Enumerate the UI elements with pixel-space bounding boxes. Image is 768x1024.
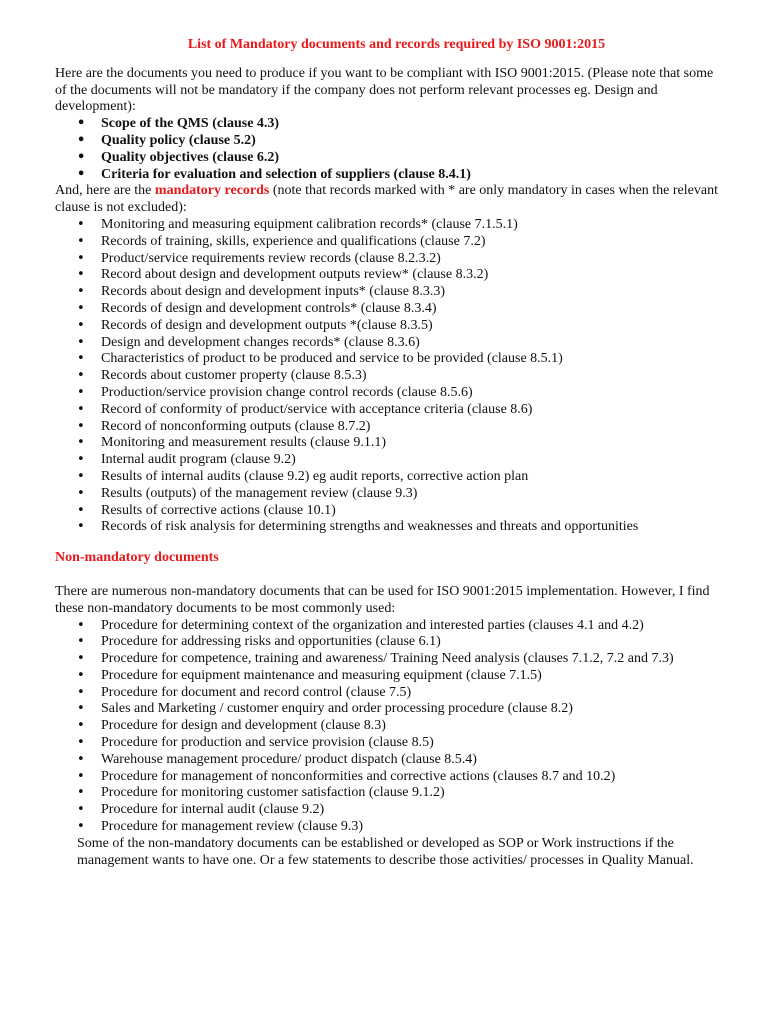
closing-paragraph: Some of the non-mandatory documents can be established or developed as SOP or Work instructions if the management wants to have one. Or a few statements to describe those activities/ processes in Quality Manual. [77, 835, 694, 868]
document-title: List of Mandatory documents and records required by ISO 9001:2015 [187, 37, 606, 52]
mandatory-records-list [55, 217, 728, 536]
non-mandatory-document-item: • Procedure for determining context of the organization and interested parties (clauses 4.1 and 4.2) [55, 618, 728, 635]
mandatory-record-item: • Results of corrective actions (clause 10.1) [55, 503, 728, 520]
non-mandatory-document-item: • Procedure for addressing risks and opportunities (clause 6.1) [55, 634, 728, 651]
mandatory-record-item: • Record about design and development outputs review* (clause 8.3.2) [55, 267, 728, 284]
mandatory-documents-list [55, 116, 728, 183]
non-mandatory-document-item: • Procedure for management review (clause 9.3) [55, 819, 728, 836]
mandatory-record-item: • Design and development changes records* (clause 8.3.6) [55, 335, 728, 352]
mandatory-document-item: • Quality objectives (clause 6.2) [55, 150, 728, 167]
non-mandatory-document-item: • Procedure for document and record control (clause 7.5) [55, 685, 728, 702]
non-mandatory-document-item: • Procedure for design and development (clause 8.3) [55, 718, 728, 735]
mandatory-record-item: • Results of internal audits (clause 9.2) eg audit reports, corrective action plan [55, 469, 728, 486]
mandatory-record-item: • Product/service requirements review records (clause 8.2.3.2) [55, 251, 728, 268]
mandatory-record-item: • Records about design and development inputs* (clause 8.3.3) [55, 284, 728, 301]
records-intro-before: And, here are the [55, 183, 155, 199]
non-mandatory-document-item: • Procedure for equipment maintenance and measuring equipment (clause 7.1.5) [55, 668, 728, 685]
non-mandatory-document-item: • Warehouse management procedure/ product dispatch (clause 8.5.4) [55, 752, 728, 769]
non-mandatory-document-item: • Procedure for production and service provision (clause 8.5) [55, 735, 728, 752]
mandatory-record-item: • Monitoring and measurement results (clause 9.1.1) [55, 435, 728, 452]
mandatory-record-item: • Records of training, skills, experience and qualifications (clause 7.2) [55, 234, 728, 251]
mandatory-records-highlight: mandatory records [154, 183, 270, 199]
mandatory-record-item: • Records about customer property (clause 8.5.3) [55, 368, 728, 385]
non-mandatory-document-item: • Procedure for management of nonconformities and corrective actions (clauses 8.7 and 10.2) [55, 769, 728, 786]
non-mandatory-document-item: • Sales and Marketing / customer enquiry and order processing procedure (clause 8.2) [55, 701, 728, 718]
non-mandatory-documents-list [55, 618, 728, 836]
records-intro-after: (note that records marked with * are only mandatory in cases when the relevant clause is not excluded): [55, 183, 718, 216]
mandatory-record-item: • Records of risk analysis for determining strengths and weaknesses and threats and opportunities [55, 519, 728, 536]
mandatory-record-item: • Record of conformity of product/service with acceptance criteria (clause 8.6) [55, 402, 728, 419]
mandatory-document-item: • Scope of the QMS (clause 4.3) [55, 116, 728, 133]
mandatory-record-item: • Monitoring and measuring equipment calibration records* (clause 7.1.5.1) [55, 217, 728, 234]
mandatory-record-item: • Records of design and development controls* (clause 8.3.4) [55, 301, 728, 318]
non-mandatory-intro: There are numerous non-mandatory documents that can be used for ISO 9001:2015 implementation. However, I find these non-mandatory documents to be most commonly used: [55, 583, 710, 616]
mandatory-record-item: • Results (outputs) of the management review (clause 9.3) [55, 486, 728, 503]
mandatory-record-item: • Records of design and development outputs *(clause 8.3.5) [55, 318, 728, 335]
non-mandatory-document-item: • Procedure for competence, training and awareness/ Training Need analysis (clauses 7.1.2, 7.2 and 7.3) [55, 651, 728, 668]
mandatory-document-item: • Quality policy (clause 5.2) [55, 133, 728, 150]
mandatory-record-item: • Production/service provision change control records (clause 8.5.6) [55, 385, 728, 402]
non-mandatory-heading: Non-mandatory documents [55, 550, 219, 566]
mandatory-record-item: • Record of nonconforming outputs (clause 8.7.2) [55, 419, 728, 436]
non-mandatory-document-item: • Procedure for monitoring customer satisfaction (clause 9.1.2) [55, 785, 728, 802]
mandatory-document-item: • Criteria for evaluation and selection of suppliers (clause 8.4.1) [55, 167, 728, 184]
mandatory-record-item: • Internal audit program (clause 9.2) [55, 452, 728, 469]
mandatory-record-item: • Characteristics of product to be produced and service to be provided (clause 8.5.1) [55, 351, 728, 368]
non-mandatory-document-item: • Procedure for internal audit (clause 9.2) [55, 802, 728, 819]
records-intro-paragraph [55, 183, 728, 217]
intro-paragraph: Here are the documents you need to produce if you want to be compliant with ISO 9001:2015. (Please note that some of the documents will not be mandatory if the company does not perform relevant processes eg. Design and development): [55, 65, 714, 115]
